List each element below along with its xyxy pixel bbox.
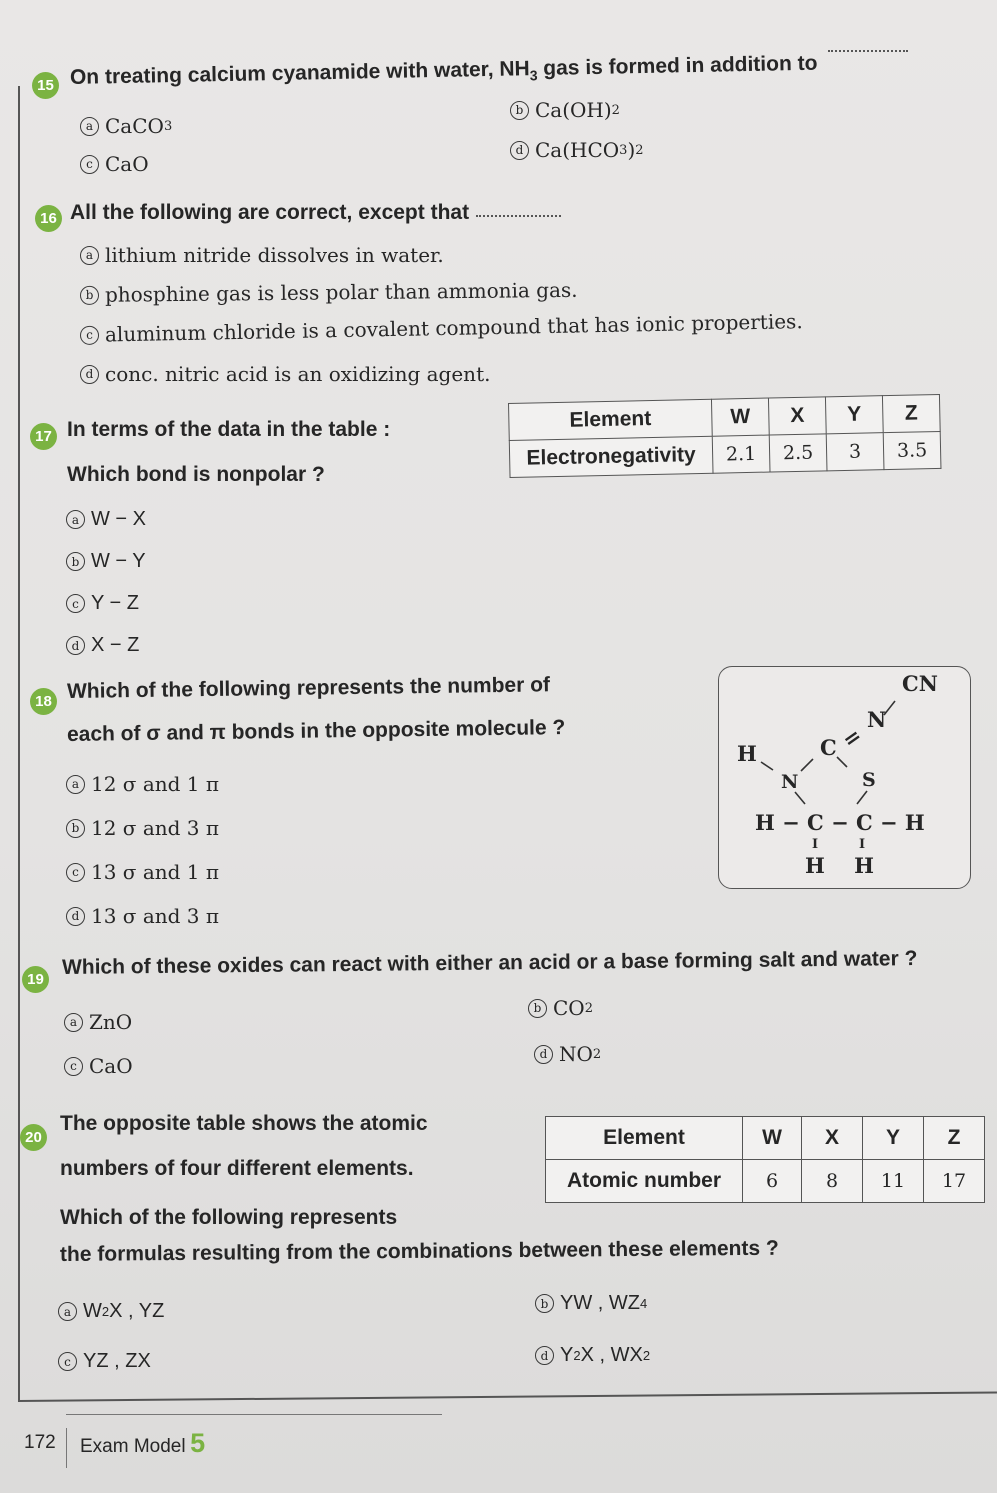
q19-option-a[interactable] — [64, 1010, 132, 1034]
option-c-icon: c — [64, 1057, 83, 1076]
exam-model-number: 5 — [190, 1428, 206, 1458]
question-20-line2: numbers of four different elements. — [60, 1157, 414, 1180]
q20-option-c[interactable] — [58, 1350, 151, 1373]
option-c-icon: c — [66, 594, 85, 613]
atomic-number-table — [545, 1116, 985, 1203]
q17-option-c-text: Y − Z — [91, 592, 139, 614]
option-b-icon: b — [80, 285, 99, 304]
q17-option-d[interactable] — [66, 634, 139, 657]
q20-option-a[interactable] — [58, 1300, 164, 1323]
q19-option-b-text: CO — [553, 996, 585, 1020]
cell-element-x: X — [768, 397, 826, 435]
q16-option-b-text: phosphine gas is less polar than ammonia gas. — [104, 277, 578, 307]
q16-option-d[interactable] — [80, 362, 490, 386]
q20-option-d-text2: X , WX — [580, 1344, 643, 1366]
question-17-line1: In terms of the data in the table : — [67, 418, 391, 441]
q16-option-c-text: aluminum chloride is a covalent compound that has ionic properties. — [104, 309, 803, 347]
cell-value-w: 2.1 — [712, 435, 770, 473]
q19-option-a-text: ZnO — [89, 1010, 133, 1034]
option-a-icon: a — [80, 117, 99, 136]
question-number-19: 19 — [22, 966, 49, 993]
exam-model-label — [80, 1428, 205, 1459]
q18-option-c-text: 13 σ and 1 π — [91, 860, 220, 884]
cell-element-w: W — [711, 398, 769, 436]
table-header-element: Element — [546, 1117, 743, 1160]
mol-h-left: H — [737, 741, 757, 766]
q15-sub: 3 — [529, 67, 538, 84]
q16-option-a[interactable] — [80, 243, 444, 267]
cell-element-w: W — [743, 1117, 802, 1160]
cell-element-z: Z — [924, 1117, 985, 1160]
q20-option-d-sub1: 2 — [573, 1348, 581, 1363]
q16-blank — [476, 215, 561, 217]
q17-option-b[interactable] — [66, 550, 146, 573]
question-20-line1: The opposite table shows the atomic — [60, 1112, 428, 1135]
mol-vertical-bond-right: I — [859, 837, 866, 852]
cell-value-y: 11 — [863, 1160, 924, 1203]
q15-option-c[interactable] — [80, 152, 149, 176]
question-number-18: 18 — [30, 688, 57, 715]
q19-option-c-text: CaO — [89, 1054, 133, 1078]
page-number: 172 — [24, 1432, 56, 1453]
q15-option-d-tail: ) — [627, 138, 636, 162]
q15-option-a[interactable] — [80, 114, 172, 138]
left-border-line — [18, 86, 20, 1402]
mol-n-top: N — [867, 707, 887, 732]
q15-option-b-text: Ca(OH) — [535, 98, 612, 122]
question-number-20: 20 — [20, 1124, 47, 1151]
q18-option-d-text: 13 σ and 3 π — [91, 904, 220, 928]
q18-option-d[interactable] — [66, 904, 219, 928]
q19-option-d[interactable] — [534, 1042, 601, 1066]
cell-value-x: 8 — [802, 1160, 863, 1203]
q17-option-a-text: W − X — [91, 508, 147, 530]
mol-n-ring: N — [781, 771, 799, 793]
q15-text-part1: On treating calcium cyanamide with water, NH — [69, 57, 530, 89]
option-b-icon: b — [510, 101, 529, 120]
q19-option-b-sub: 2 — [584, 1000, 593, 1016]
option-c-icon: c — [58, 1352, 77, 1371]
q15-option-c-text: CaO — [105, 152, 149, 176]
cell-value-x: 2.5 — [769, 434, 827, 472]
option-d-icon: d — [534, 1045, 553, 1064]
q15-option-d[interactable] — [510, 138, 644, 162]
cell-value-z: 3.5 — [883, 431, 941, 469]
q20-option-a-text2: X , YZ — [109, 1300, 165, 1322]
q19-option-b[interactable] — [528, 996, 593, 1020]
question-20-line4: the formulas resulting from the combinations between these elements ? — [59, 1236, 779, 1266]
option-b-icon: b — [528, 999, 547, 1018]
q16-option-c[interactable] — [80, 309, 803, 347]
bottom-border-line — [18, 1391, 997, 1402]
question-20-line3: Which of the following represents — [60, 1206, 398, 1229]
q20-option-c-text: YZ , ZX — [83, 1350, 151, 1372]
q15-option-a-sub: 3 — [163, 118, 173, 134]
mol-vertical-bond-left: I — [812, 837, 819, 852]
question-19-text: Which of these oxides can react with either an acid or a base forming salt and water ? — [61, 947, 918, 979]
q20-option-d-text1: Y — [560, 1344, 574, 1366]
cell-value-z: 17 — [924, 1160, 985, 1203]
molecule-structure-box — [718, 666, 971, 889]
q16-option-b[interactable] — [80, 278, 578, 307]
table-header-electronegativity: Electronegativity — [509, 436, 713, 477]
q20-option-a-sub1: 2 — [101, 1304, 110, 1319]
q15-option-d-text: Ca(HCO — [535, 138, 620, 162]
mol-cn: CN — [902, 671, 938, 696]
q15-option-b-sub: 2 — [611, 102, 620, 118]
q17-option-b-text: W − Y — [91, 550, 146, 572]
q18-option-c[interactable] — [66, 860, 219, 884]
cell-element-x: X — [802, 1117, 863, 1160]
question-18-line1: Which of the following represents the number of — [66, 673, 551, 703]
option-d-icon: d — [510, 141, 529, 160]
option-b-icon: b — [535, 1294, 554, 1313]
q20-option-b-text1: YW , WZ — [560, 1292, 640, 1314]
q15-option-a-text: CaCO — [105, 114, 164, 138]
q17-option-d-text: X − Z — [91, 634, 140, 656]
electronegativity-table — [508, 394, 941, 478]
q15-text-part2: gas is formed in addition to — [537, 51, 818, 81]
q15-option-d-sub2: 2 — [635, 142, 644, 158]
q20-option-b-sub1: 4 — [639, 1296, 648, 1311]
option-d-icon: d — [535, 1346, 554, 1365]
q17-option-c[interactable] — [66, 592, 139, 615]
q15-blank — [828, 50, 908, 52]
q20-option-a-text1: W — [83, 1300, 102, 1322]
footer-divider — [66, 1428, 67, 1468]
option-a-icon: a — [66, 510, 85, 529]
table-header-element: Element — [509, 399, 713, 440]
q20-option-d[interactable] — [535, 1344, 650, 1367]
cell-element-z: Z — [882, 394, 940, 432]
table-header-atomic-number: Atomic number — [546, 1160, 743, 1203]
option-a-icon: a — [80, 246, 99, 265]
option-b-icon: b — [66, 552, 85, 571]
q19-option-d-text: NO — [559, 1042, 593, 1066]
option-c-icon: c — [80, 155, 99, 174]
q19-option-d-sub: 2 — [592, 1046, 602, 1062]
question-18-line2: each of σ and π bonds in the opposite molecule ? — [66, 716, 566, 746]
option-b-icon: b — [66, 819, 85, 838]
footer-rule — [66, 1414, 442, 1415]
q18-option-a[interactable] — [66, 772, 219, 796]
option-d-icon: d — [66, 636, 85, 655]
mol-double-bond: = — [837, 722, 867, 753]
option-d-icon: d — [66, 907, 85, 926]
cell-value-w: 6 — [743, 1160, 802, 1203]
cell-element-y: Y — [863, 1117, 924, 1160]
mol-s-ring: S — [862, 769, 876, 791]
q16-option-a-text: lithium nitride dissolves in water. — [105, 243, 444, 267]
option-c-icon: c — [66, 863, 85, 882]
q16-option-d-text: conc. nitric acid is an oxidizing agent. — [105, 362, 491, 386]
question-number-16: 16 — [35, 205, 62, 232]
option-a-icon: a — [58, 1302, 77, 1321]
q15-option-d-sub: 3 — [619, 142, 628, 158]
question-17-line2: Which bond is nonpolar ? — [67, 463, 325, 486]
cell-element-y: Y — [825, 396, 883, 434]
option-c-icon: c — [80, 325, 99, 344]
question-number-17: 17 — [30, 423, 57, 450]
q17-option-a[interactable] — [66, 508, 146, 531]
q18-option-a-text: 12 σ and 1 π — [91, 772, 220, 796]
mol-bottom-row: H − C − C − H — [755, 810, 925, 835]
option-a-icon: a — [66, 775, 85, 794]
q15-option-b[interactable] — [510, 98, 620, 122]
question-16-text: All the following are correct, except that — [70, 201, 470, 224]
option-d-icon: d — [80, 365, 99, 384]
question-15-text — [70, 52, 818, 93]
cell-value-y: 3 — [826, 433, 884, 471]
option-a-icon: a — [64, 1013, 83, 1032]
question-number-15: 15 — [32, 72, 59, 99]
q19-option-c[interactable] — [64, 1054, 133, 1078]
q20-option-b[interactable] — [535, 1292, 647, 1315]
q18-option-b[interactable] — [66, 816, 219, 840]
mol-bottom-hh: H H — [805, 853, 874, 878]
q18-option-b-text: 12 σ and 3 π — [91, 816, 220, 840]
exam-model-text: Exam Model — [80, 1436, 186, 1457]
mol-c-top: C — [820, 735, 837, 760]
q20-option-d-sub2: 2 — [642, 1348, 651, 1363]
